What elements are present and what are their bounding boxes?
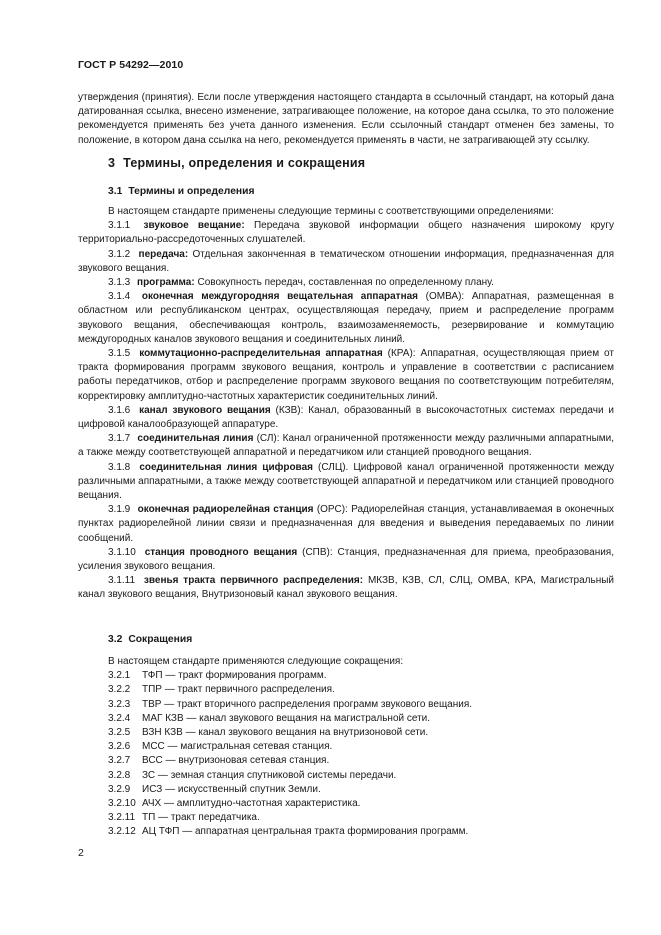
section-3-heading <box>108 156 365 170</box>
abbr-number: 3.2.4 <box>108 712 131 724</box>
term-number: 3.1.7 <box>108 433 131 445</box>
abbr-number: 3.2.1 <box>108 670 131 682</box>
term-definition: (ОМВА): Аппаратная, размещенная в областном или республиканском центрах, осуществляющая передачу, прием и распределение программ звукового вещания, обеспечивающая контроль, взаимозаменяемость, резервирование и коммутацию междугородных каналов звукового вещания и соединительных линий. <box>78 291 614 345</box>
section-3-1-number: 3.1 <box>108 186 123 197</box>
abbr-text: АЦ ТФП — аппаратная центральная тракта формирования программ. <box>142 826 469 838</box>
term-number: 3.1.2 <box>108 248 131 260</box>
term-name: звенья тракта первичного распределения: <box>143 575 364 587</box>
term-name: передача: <box>138 248 189 260</box>
abbr-text: ТВР — тракт вторичного распределения программ звукового вещания. <box>142 698 473 710</box>
term-number: 3.1.9 <box>108 504 131 516</box>
section-3-2 <box>78 634 614 840</box>
term-3-1-7 <box>78 432 614 460</box>
section-3-1 <box>78 186 615 603</box>
abbr-text: МСС — магистральная сетевая станция. <box>142 741 333 753</box>
term-3-1-4 <box>78 290 614 347</box>
abbr-number: 3.2.12 <box>108 826 136 838</box>
term-name: коммутационно-распределительная аппаратная <box>139 348 383 360</box>
term-3-1-1 <box>78 219 614 247</box>
term-3-1-10 <box>78 546 614 574</box>
term-number: 3.1.1 <box>108 220 131 232</box>
abbr-number: 3.2.9 <box>108 783 131 795</box>
term-definition: (КЗВ): Канал, образованный в высокочастотных системах передачи и цифровой каналообразующей аппаратуре. <box>78 404 614 431</box>
term-definition: Передача звуковой информации общего назначения широкому кругу территориально-рассредоточенных слушателей. <box>78 220 614 246</box>
abbr-number: 3.2.7 <box>108 755 131 767</box>
abbr-3-2-1 <box>78 669 614 683</box>
term-number: 3.1.4 <box>108 291 131 303</box>
abbr-number: 3.2.5 <box>108 727 131 739</box>
abbr-3-2-12 <box>78 825 614 839</box>
abbr-number: 3.2.2 <box>108 684 131 696</box>
term-definition: МКЗВ, КЗВ, СЛ, СЛЦ, ОМВА, КРА, Магистральный канал звукового вещания, Внутризоновый канал звукового вещания. <box>78 575 615 601</box>
abbr-3-2-4 <box>78 712 614 726</box>
term-3-1-2 <box>78 248 614 276</box>
section-3-1-lead: В настоящем стандарте применены следующие термины с соответствующими определениями: <box>108 206 554 217</box>
abbr-text: ЗС — земная станция спутниковой системы передачи. <box>142 769 397 781</box>
term-name: оконечная междугородняя вещательная аппаратная <box>141 291 419 303</box>
abbr-text: ВЗН КЗВ — канал звукового вещания на внутризоновой сети. <box>142 727 429 739</box>
term-definition: Совокупность передач, составленная по определенному плану. <box>197 277 494 289</box>
term-name: соединительная линия цифровая <box>139 461 313 473</box>
term-definition: Отдельная законченная в тематическом отношении информация, предназначенная для звукового вещания. <box>78 248 615 274</box>
abbr-text: МАГ КЗВ — канал звукового вещания на магистральной сети. <box>142 712 431 724</box>
abbr-3-2-9 <box>78 783 614 797</box>
term-3-1-3 <box>78 276 614 290</box>
term-name: соединительная линия <box>137 433 254 445</box>
term-definition: (КРА): Аппаратная, осуществляющая прием от тракта формирования программ звукового вещания, контроль и управление в соответствии с расписанием работы передатчиков, отбор и распределение программ звукового вещания по соответствующим потребителям, корректировку амплитудно-частотных характеристик соединительных линий. <box>78 348 614 402</box>
term-number: 3.1.10 <box>108 546 136 558</box>
abbr-3-2-8 <box>78 769 614 783</box>
term-definition: (СПВ): Станция, предназначенная для приема, преобразования, усиления звукового вещания. <box>78 546 614 573</box>
abbr-number: 3.2.11 <box>108 812 136 824</box>
abbr-text: ТФП — тракт формирования программ. <box>142 670 327 682</box>
term-name: оконечная радиорелейная станция <box>137 504 314 516</box>
abbr-text: ВСС — внутризоновая сетевая станция. <box>142 755 330 767</box>
term-definition: (ОРС): Радиорелейная станция, устанавливаемая в оконечных пунктах радиорелейной линии связи и предназначенная для введения и выведения передаваемых по линии сообщений. <box>78 504 614 544</box>
term-definition: (СЛ): Канал ограниченной протяженности между различными аппаратными, а также между соответствующей аппаратной и передатчиком или станцией проводного вещания. <box>78 433 615 459</box>
abbr-3-2-6 <box>78 740 614 754</box>
term-name: станция проводного вещания <box>144 546 298 558</box>
term-number: 3.1.3 <box>108 277 131 289</box>
abbr-3-2-2 <box>78 683 614 697</box>
term-3-1-5 <box>78 347 614 404</box>
intro-paragraph: утверждения (принятия). Если после утверждения настоящего стандарта в ссылочный стандарт, на который дана датированная ссылка, внесено изменение, затрагивающее положение, на которое дана ссылка, то это положение рекомендуется применять без учета данного изменения. Если ссылочный стандарт отменен без замены, то положение, в котором дана ссылка на него, рекомендуется применять в части, не затрагивающей эту ссылку. <box>78 92 614 146</box>
abbr-number: 3.2.8 <box>108 769 131 781</box>
abbr-3-2-11 <box>78 811 614 825</box>
term-definition: (СЛЦ). Цифровой канал ограниченной протяженности между различными аппаратными, а также между соответствующей аппаратной и передатчиком или станцией проводного вещания. <box>78 461 615 502</box>
term-number: 3.1.11 <box>108 575 136 587</box>
abbr-text: ТП — тракт передатчика. <box>142 812 260 824</box>
term-name: программа: <box>137 277 195 289</box>
term-number: 3.1.6 <box>108 404 131 416</box>
section-3-2-lead: В настоящем стандарте применяются следующие сокращения: <box>108 656 404 667</box>
abbr-number: 3.2.10 <box>108 798 136 810</box>
section-3-title: Термины, определения и сокращения <box>123 156 366 170</box>
abbr-number: 3.2.3 <box>108 698 131 710</box>
section-3-2-number: 3.2 <box>108 634 123 645</box>
section-3-number: 3 <box>108 156 116 170</box>
abbr-3-2-10 <box>78 797 614 811</box>
term-name: канал звукового вещания <box>139 404 271 416</box>
abbr-text: АЧХ — амплитудно-частотная характеристика. <box>142 798 361 810</box>
abbr-3-2-5 <box>78 726 614 740</box>
section-3-1-title: Термины и определения <box>128 186 255 197</box>
term-3-1-9 <box>78 503 614 546</box>
term-3-1-8 <box>78 461 614 504</box>
term-name: звуковое вещание: <box>143 220 245 232</box>
term-3-1-11 <box>78 574 614 602</box>
abbr-text: ТПР — тракт первичного распределения. <box>142 684 335 696</box>
abbr-number: 3.2.6 <box>108 741 131 753</box>
section-3-2-title: Сокращения <box>128 634 193 645</box>
document-header: ГОСТ Р 54292—2010 <box>78 59 184 71</box>
term-3-1-6 <box>78 404 614 432</box>
page-number: 2 <box>78 847 84 859</box>
abbr-3-2-3 <box>78 698 614 712</box>
abbr-3-2-7 <box>78 754 614 768</box>
term-number: 3.1.5 <box>108 348 131 360</box>
abbr-text: ИСЗ — искусственный спутник Земли. <box>142 783 321 795</box>
term-number: 3.1.8 <box>108 461 131 473</box>
